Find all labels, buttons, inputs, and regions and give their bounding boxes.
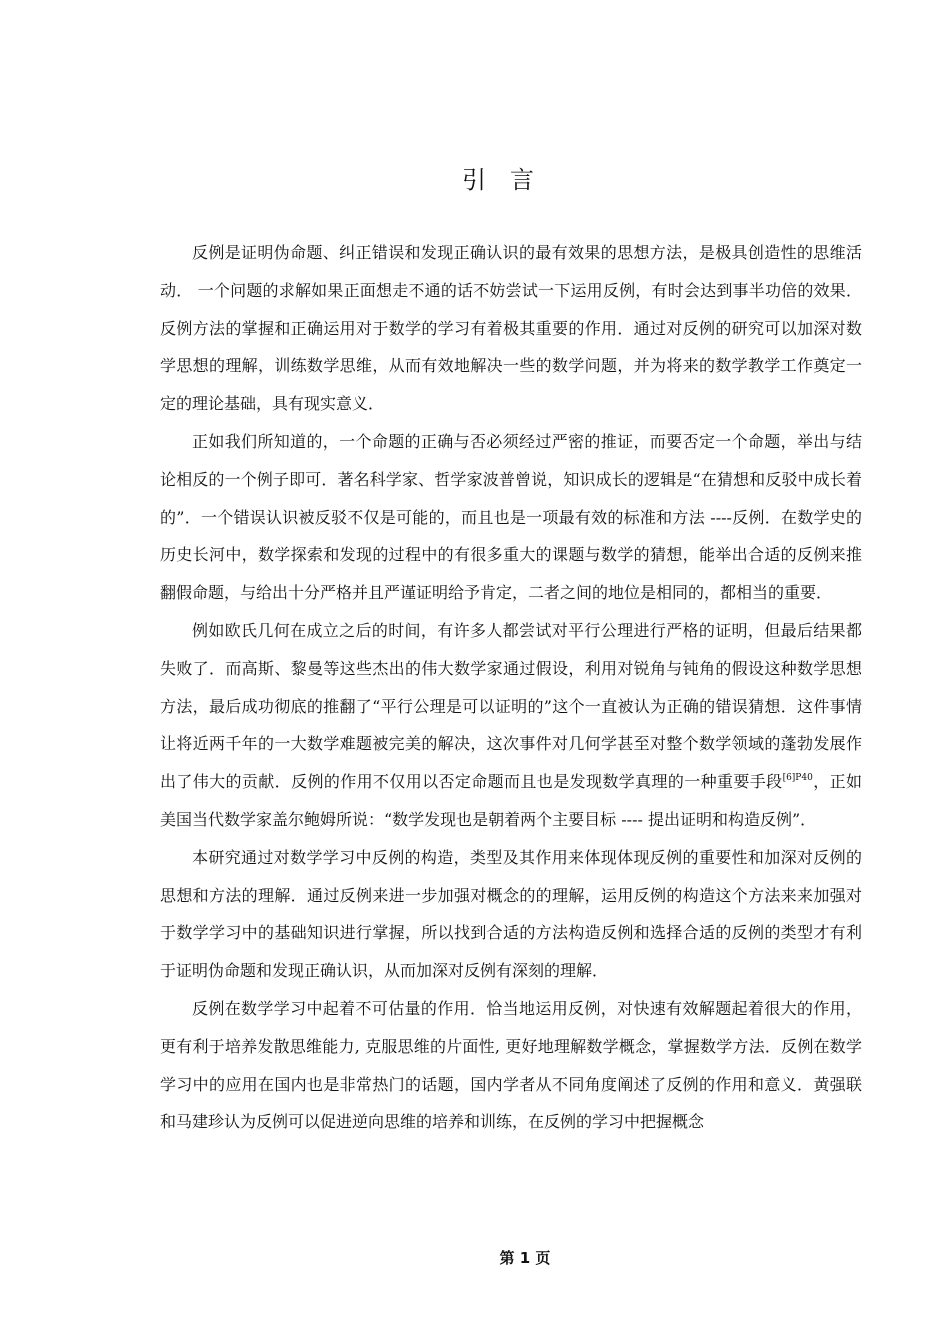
citation-superscript: [6]P40: [782, 773, 813, 784]
body-text: [160, 234, 862, 1141]
page-title: 引言: [462, 166, 558, 194]
paragraph-3-text-before: 例如欧氏几何在成立之后的时间，有许多人都尝试对平行公理进行严格的证明，但最后结果都失败了．而高斯、黎曼等这些杰出的伟大数学家通过假设，利用对锐角与钝角的假设这种数学思想方法，最后成功彻底的推翻了“平行公理是可以证明的”这个一直被认为正确的错误猜想．这件事情让将近两千年的一大数学难题被完美的解决，这次事件对几何学甚至对整个数学领域的蓬勃发展作出了伟大的贡献．反例的作用不仅用以否定命题而且也是发现数学真理的一种重要手段: [160, 620, 862, 792]
paragraph-4: 本研究通过对数学学习中反例的构造，类型及其作用来体现体现反例的重要性和加深对反例的思想和方法的理解．通过反例来进一步加强对概念的的理解，运用反例的构造这个方法来来加强对于数学学习中的基础知识进行掌握，所以找到合适的方法构造反例和选择合适的反例的类型才有利于证明伪命题和发现正确认识，从而加深对反例有深刻的理解．: [160, 847, 862, 981]
page-number: 第 1 页: [499, 1249, 551, 1267]
paragraph-2: 正如我们所知道的，一个命题的正确与否必须经过严密的推证，而要否定一个命题，举出与结论相反的一个例子即可．著名科学家、哲学家波普曾说，知识成长的逻辑是“在猜想和反驳中成长着的”．一个错误认识被反驳不仅是可能的，而且也是一项最有效的标准和方法 ----反例．在数学史的历史长河中，数学探索和发现的过程中的有很多重大的课题与数学的猜想，能举出合适的反例来推翻假命题，与给出十分严格并且严谨证明给予肯定，二者之间的地位是相同的，都相当的重要．: [160, 431, 862, 603]
paragraph-5: 反例在数学学习中起着不可估量的作用．恰当地运用反例，对快速有效解题起着很大的作用，更有利于培养发散思维能力, 克服思维的片面性, 更好地理解数学概念，掌握数学方法．反例在数学学习中的应用在国内也是非常热门的话题，国内学者从不同角度阐述了反例的作用和意义．黄强联和马建珍认为反例可以促进逆向思维的培养和训练，在反例的学习中把握概念: [160, 998, 862, 1132]
paragraph-1: 反例是证明伪命题、纠正错误和发现正确认识的最有效果的思想方法，是极具创造性的思维活动． 一个问题的求解如果正面想走不通的话不妨尝试一下运用反例，有时会达到事半功倍的效果．反例方法的掌握和正确运用对于数学的学习有着极其重要的作用．通过对反例的研究可以加深对数学思想的理解，训练数学思维，从而有效地解决一些的数学问题，并为将来的数学教学工作奠定一定的理论基础，具有现实意义．: [160, 243, 862, 414]
paragraph-3-text-after: ，正如美国当代数学家盖尔鲍姆所说：“数学发现也是朝着两个主要目标 ---- 提出证明和构造反例”．: [160, 772, 862, 829]
paragraph-3: [160, 612, 862, 839]
